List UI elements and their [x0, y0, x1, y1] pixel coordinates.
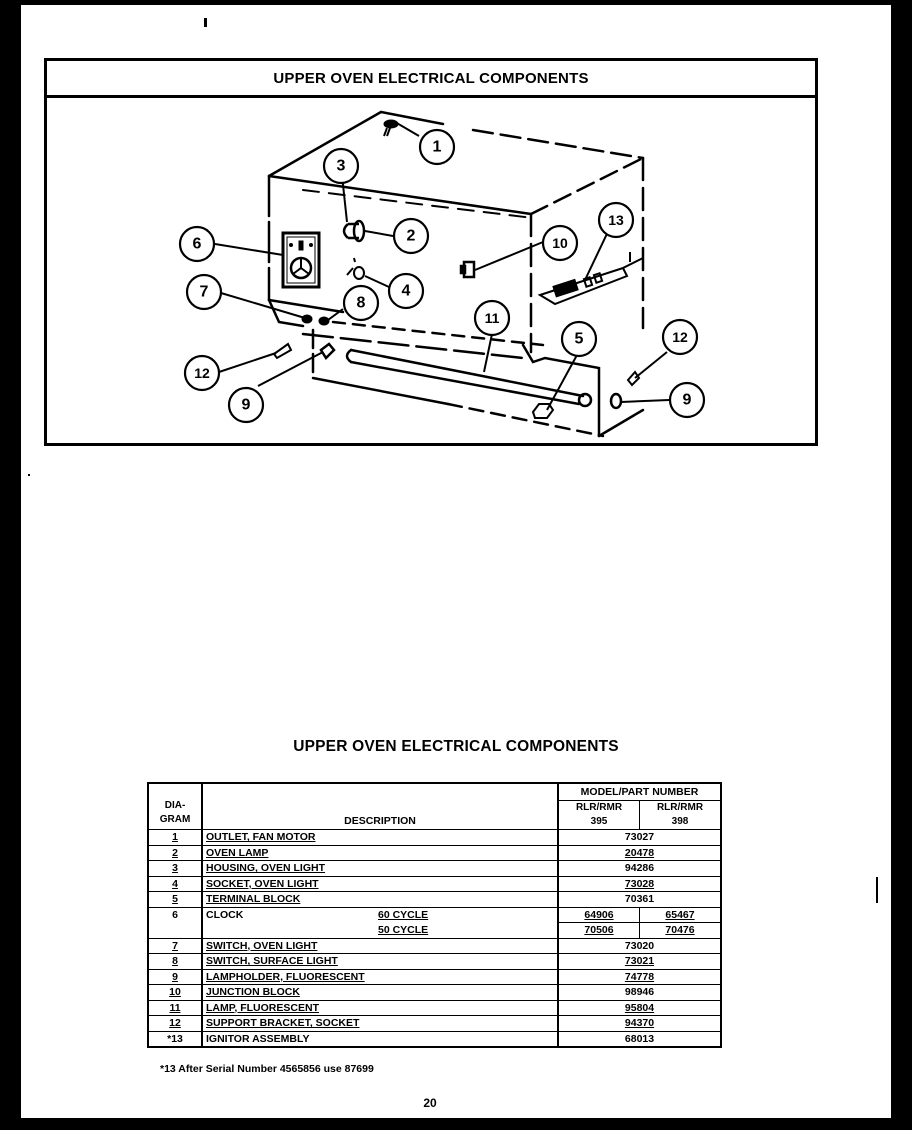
table-row-clock-50: 50 CYCLE 70506 70476 [148, 923, 721, 939]
header-model-395: RLR/RMR 395 [558, 801, 640, 830]
callout-12: 12 [672, 329, 688, 345]
table-row: 3 HOUSING, OVEN LIGHT 94286 [148, 861, 721, 877]
callout-7: 7 [199, 283, 209, 301]
table-row: 7 SWITCH, OVEN LIGHT 73020 [148, 938, 721, 954]
callout-8: 8 [356, 294, 366, 312]
callout-2: 2 [406, 227, 416, 245]
callout-5: 5 [574, 330, 584, 348]
parts-table [147, 782, 722, 1048]
table-row-clock-60: 6 CLOCK 60 CYCLE 64906 65467 [148, 907, 721, 923]
diagram-frame [44, 58, 818, 446]
table-row: *13 IGNITOR ASSEMBLY 68013 [148, 1031, 721, 1047]
callout-1: 1 [432, 138, 442, 156]
page-number: 20 [423, 1096, 437, 1110]
table-title: UPPER OVEN ELECTRICAL COMPONENTS [293, 738, 619, 755]
table-row: 8 SWITCH, SURFACE LIGHT 73021 [148, 954, 721, 970]
callout-12: 12 [194, 365, 210, 381]
callout-9: 9 [241, 396, 251, 414]
header-diagram: DIA- GRAM [148, 783, 202, 830]
callout-3: 3 [336, 157, 346, 175]
callout-6: 6 [192, 235, 202, 253]
diagram-title: UPPER OVEN ELECTRICAL COMPONENTS [47, 61, 815, 98]
callout-9: 9 [682, 391, 692, 409]
table-row: 5 TERMINAL BLOCK 70361 [148, 892, 721, 908]
footnote: *13 After Serial Number 4565856 use 87699 [160, 1063, 374, 1075]
callout-11: 11 [484, 310, 500, 326]
header-model-part-number: MODEL/PART NUMBER [558, 783, 721, 801]
scan-mark [204, 18, 207, 27]
table-row: 12 SUPPORT BRACKET, SOCKET 94370 [148, 1016, 721, 1032]
table-row: 11 LAMP, FLUORESCENT 95804 [148, 1000, 721, 1016]
table-row: 4 SOCKET, OVEN LIGHT 73028 [148, 876, 721, 892]
table-row: 10 JUNCTION BLOCK 98946 [148, 985, 721, 1001]
callout-13: 13 [608, 212, 624, 228]
callout-4: 4 [401, 282, 411, 300]
scan-dot [28, 474, 30, 476]
header-model-398: RLR/RMR 398 [640, 801, 722, 830]
exploded-parts-diagram [47, 98, 815, 443]
header-description: DESCRIPTION [202, 783, 558, 830]
scan-mark [876, 877, 878, 903]
table-row: 9 LAMPHOLDER, FLUORESCENT 74778 [148, 969, 721, 985]
table-row: 2 OVEN LAMP 20478 [148, 845, 721, 861]
callout-10: 10 [552, 235, 568, 251]
table-row: 1 OUTLET, FAN MOTOR 73027 [148, 830, 721, 846]
